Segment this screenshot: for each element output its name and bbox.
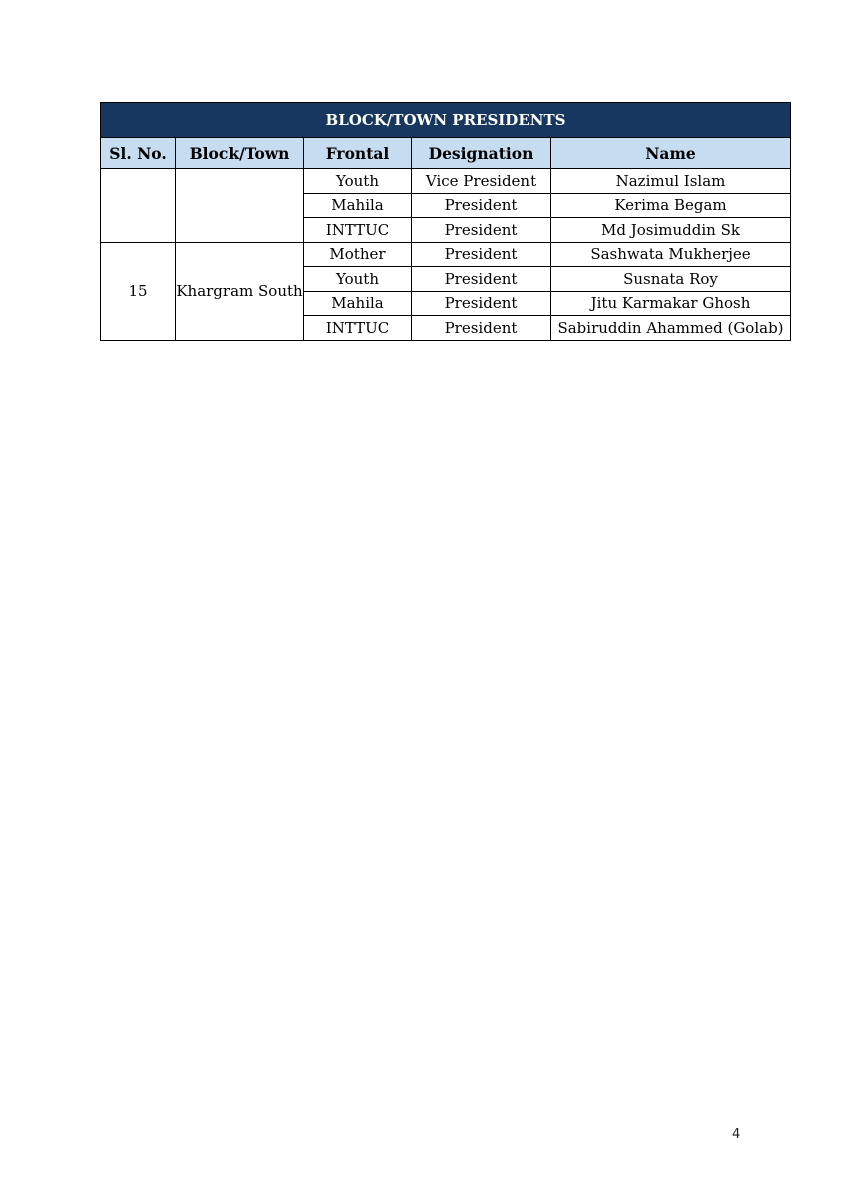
frontal-cell: INTTUC [304,316,412,341]
frontal-cell: Mahila [304,291,412,316]
frontal-cell: Mahila [304,193,412,218]
designation-cell: President [412,267,551,292]
column-header-designation: Designation [412,138,551,169]
frontal-cell: Youth [304,169,412,194]
block-town-cell [176,169,304,243]
column-header-sl-no: Sl. No. [101,138,176,169]
column-header-block-town: Block/Town [176,138,304,169]
table-title: BLOCK/TOWN PRESIDENTS [101,103,791,138]
frontal-cell: Mother [304,242,412,267]
name-cell: Md Josimuddin Sk [551,218,791,243]
name-cell: Kerima Begam [551,193,791,218]
name-cell: Jitu Karmakar Ghosh [551,291,791,316]
designation-cell: President [412,316,551,341]
table-row [101,242,791,267]
name-cell: Sashwata Mukherjee [551,242,791,267]
designation-cell: President [412,218,551,243]
page-number: 4 [732,1127,741,1142]
block-town-presidents-table [100,102,791,341]
designation-cell: Vice President [412,169,551,194]
name-cell: Sabiruddin Ahammed (Golab) [551,316,791,341]
name-cell: Susnata Roy [551,267,791,292]
column-header-name: Name [551,138,791,169]
designation-cell: President [412,193,551,218]
sl-no-cell [101,169,176,243]
frontal-cell: Youth [304,267,412,292]
designation-cell: President [412,291,551,316]
block-town-cell: Khargram South [176,242,304,340]
frontal-cell: INTTUC [304,218,412,243]
table-row [101,169,791,194]
table-header-row [101,138,791,169]
column-header-frontal: Frontal [304,138,412,169]
name-cell: Nazimul Islam [551,169,791,194]
designation-cell: President [412,242,551,267]
sl-no-cell: 15 [101,242,176,340]
table-title-row [101,103,791,138]
